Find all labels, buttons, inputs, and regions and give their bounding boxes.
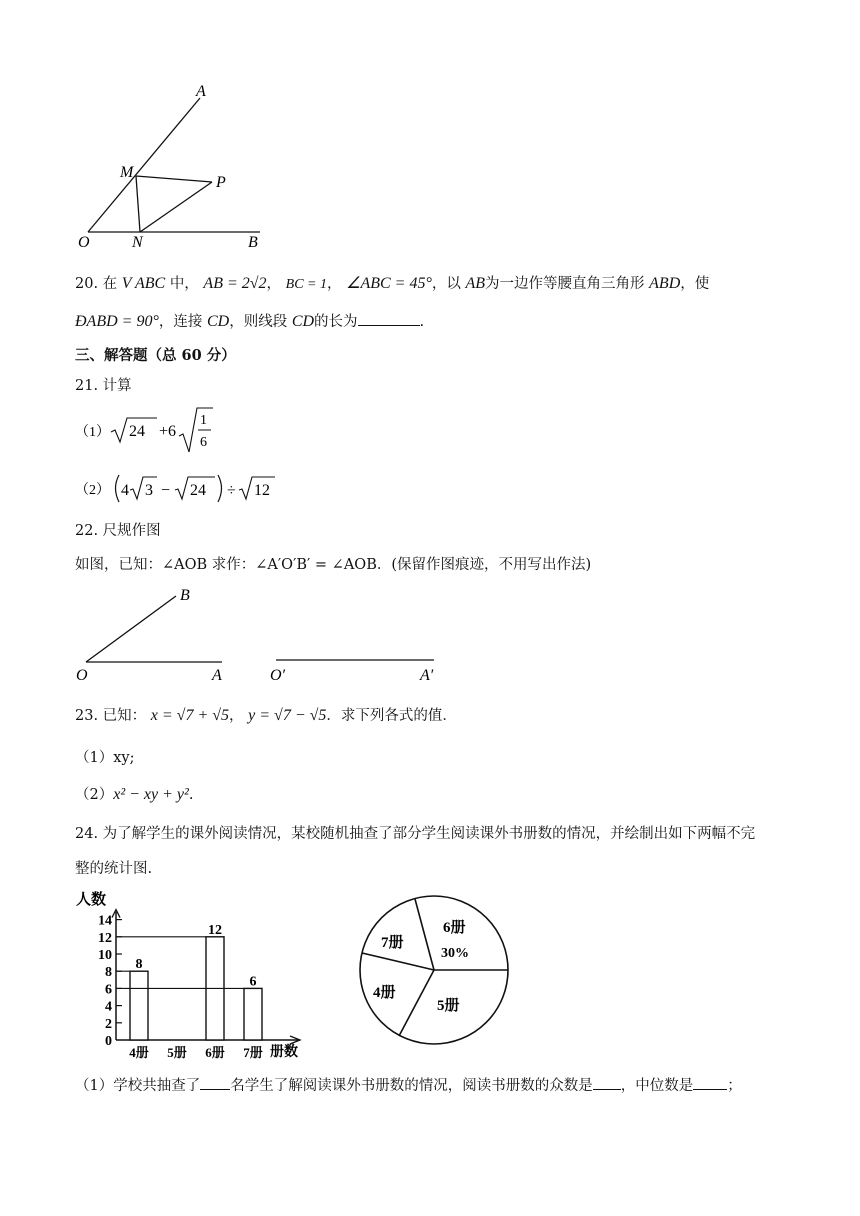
q20-triangle: V ABC bbox=[121, 275, 166, 292]
bar-chart-xlabel: 册数 bbox=[270, 1045, 298, 1060]
q20-text: . bbox=[419, 314, 425, 330]
bar-chart-data-label: 6 bbox=[249, 974, 257, 990]
pie-slice-label-6: 6册 bbox=[443, 920, 466, 936]
bar-chart-y-tick-label: 4 bbox=[105, 999, 112, 1015]
q22-title: 22. 尺规作图 bbox=[75, 523, 161, 539]
bar-chart bbox=[74, 886, 314, 1064]
q21-part2-radicand-a: 3 bbox=[145, 482, 153, 499]
bar-chart-y-tick-label: 8 bbox=[105, 965, 112, 981]
bar-chart-y-tick-label: 2 bbox=[105, 1016, 112, 1032]
ray-ob bbox=[86, 596, 176, 662]
label-n: N bbox=[132, 234, 143, 251]
q20-line1 bbox=[75, 272, 709, 293]
q20-answer-blank bbox=[358, 311, 420, 326]
left-paren bbox=[116, 475, 120, 502]
q20-expr-cd: CD bbox=[206, 313, 230, 330]
q24-line1: 24. 为了解学生的课外阅读情况，某校随机抽查了部分学生阅读课外书册数的情况，并绘制出如下两幅不完 bbox=[75, 826, 756, 842]
q20-text: ，则线段 bbox=[229, 314, 288, 330]
q23-text: ， bbox=[229, 708, 244, 724]
q23-part2-expr: x² − xy + y² bbox=[113, 786, 189, 803]
q23-text: . bbox=[188, 787, 194, 803]
q21-part2-label: （2） bbox=[75, 483, 110, 498]
q21-part2-divide: ÷ bbox=[227, 482, 236, 499]
q21-title: 21. 计算 bbox=[75, 378, 132, 394]
bar-chart-data-label: 12 bbox=[208, 922, 222, 938]
label-o: O bbox=[76, 667, 88, 684]
section-3-header: 三、解答题（总 60 分） bbox=[75, 347, 236, 364]
segment-mp bbox=[136, 176, 212, 182]
q21-part2 bbox=[75, 472, 315, 506]
q21-part1-coef: +6 bbox=[159, 423, 177, 440]
ray-oa bbox=[88, 98, 200, 232]
label-a: A bbox=[196, 83, 206, 100]
q20-text: 为一边作等腰直角三角形 bbox=[485, 276, 645, 292]
q20-text: ，使 bbox=[680, 276, 710, 292]
label-m: M bbox=[120, 164, 134, 181]
answer-blank-median bbox=[693, 1075, 727, 1090]
label-b: B bbox=[248, 234, 258, 251]
q21-part1-numerator: 1 bbox=[200, 413, 207, 428]
q20-number: 20. bbox=[75, 276, 99, 292]
q23-part1: （1）xy; bbox=[75, 750, 135, 766]
pie-divider bbox=[415, 899, 434, 970]
q20-text: ，连接 bbox=[158, 314, 203, 330]
bar-chart-category-label: 6册 bbox=[205, 1045, 225, 1060]
answer-blank-count bbox=[200, 1075, 230, 1090]
label-b: B bbox=[180, 587, 190, 604]
label-o-prime: O′ bbox=[270, 667, 286, 684]
label-a-prime: A′ bbox=[420, 667, 434, 684]
pie-divider bbox=[362, 953, 434, 970]
q23-text: 23. 已知： bbox=[75, 708, 147, 724]
label-a: A bbox=[212, 667, 222, 684]
q20-expr-angle: ∠ABC = 45° bbox=[346, 275, 432, 292]
bar-chart-ylabel: 人数 bbox=[76, 892, 107, 908]
q20-expr-bc: BC = 1 bbox=[285, 277, 327, 292]
q20-line2 bbox=[75, 310, 424, 331]
q24-line2: 整的统计图. bbox=[75, 861, 153, 877]
q24-text: ，中位数是 bbox=[620, 1078, 694, 1094]
q20-text: ， bbox=[266, 276, 282, 292]
pie-chart bbox=[355, 895, 515, 1045]
q20-expr-ab: AB = 2√2 bbox=[203, 275, 267, 292]
bar-chart-axes bbox=[98, 910, 300, 1049]
segment-mn bbox=[136, 176, 140, 232]
bar-chart-category-label: 5册 bbox=[167, 1045, 187, 1060]
pie-divider bbox=[399, 970, 434, 1036]
q23-line1 bbox=[75, 704, 457, 725]
q22-figure bbox=[70, 582, 470, 686]
q23-part2-label: （2） bbox=[75, 787, 114, 803]
q21-part2-radicand-c: 12 bbox=[254, 482, 270, 499]
q23-text: ．求下列各式的值． bbox=[326, 708, 457, 724]
q24-text: ； bbox=[727, 1078, 742, 1094]
bar-chart-y-tick-label: 0 bbox=[105, 1034, 112, 1049]
bar-chart-category-label: 4册 bbox=[129, 1045, 149, 1060]
q20-expr-right-angle: ÐABD = 90° bbox=[75, 313, 159, 330]
q21-part1-radicand-a: 24 bbox=[129, 423, 145, 440]
label-o: O bbox=[78, 234, 90, 251]
bar-chart-bar bbox=[130, 971, 148, 1040]
label-p: P bbox=[216, 174, 226, 191]
q23-expr-y: y = √7 − √5 bbox=[248, 707, 327, 724]
q21-part2-coef: 4 bbox=[121, 482, 129, 499]
pie-slice-label-5: 5册 bbox=[437, 998, 460, 1014]
bar-chart-data-label: 8 bbox=[135, 957, 143, 973]
bar-chart-category-label: 7册 bbox=[243, 1045, 263, 1060]
q20-expr-cd2: CD bbox=[291, 313, 315, 330]
q24-part1 bbox=[75, 1074, 742, 1095]
answer-blank-mode bbox=[593, 1075, 621, 1090]
q20-text: ，以 bbox=[431, 276, 461, 292]
q21-part1-denominator: 6 bbox=[200, 435, 207, 450]
q22-text: 如图，已知：∠AOB 求作：∠A′O′B′ = ∠AOB．(保留作图痕迹，不用写出作法) bbox=[75, 557, 592, 573]
q20-expr-side: AB bbox=[465, 275, 486, 292]
q24-text: 名学生了解阅读课外书册数的情况，阅读书册数的众数是 bbox=[230, 1078, 593, 1094]
q23-part2 bbox=[75, 783, 193, 804]
q20-text: 在 bbox=[102, 276, 118, 292]
bar-chart-y-tick-label: 6 bbox=[105, 982, 112, 998]
pie-slice-label-4: 4册 bbox=[373, 985, 396, 1001]
pie-slice-label-7: 7册 bbox=[381, 935, 404, 951]
q21-part1 bbox=[75, 406, 275, 456]
q20-expr-abd: ABD bbox=[649, 275, 681, 292]
q20-text: 的长为 bbox=[314, 314, 358, 330]
right-paren bbox=[218, 475, 222, 502]
segment-pn bbox=[140, 182, 212, 232]
bar-chart-y-tick-label: 12 bbox=[98, 930, 112, 946]
q21-part2-radicand-b: 24 bbox=[190, 482, 206, 499]
q21-part1-label: （1） bbox=[75, 425, 110, 440]
q20-text: ， bbox=[327, 276, 342, 292]
q23-expr-x: x = √7 + √5 bbox=[150, 707, 230, 724]
figure-angle-mnp bbox=[60, 80, 290, 260]
q20-text: 中， bbox=[169, 276, 199, 292]
q24-text: （1）学校共抽查了 bbox=[75, 1078, 201, 1094]
bar-chart-bar bbox=[244, 988, 262, 1040]
bar-chart-y-tick-label: 10 bbox=[98, 948, 112, 963]
q21-part2-minus: − bbox=[161, 482, 171, 499]
bar-chart-y-tick-label: 14 bbox=[98, 913, 112, 929]
pie-slice-value-6: 30% bbox=[441, 946, 469, 961]
